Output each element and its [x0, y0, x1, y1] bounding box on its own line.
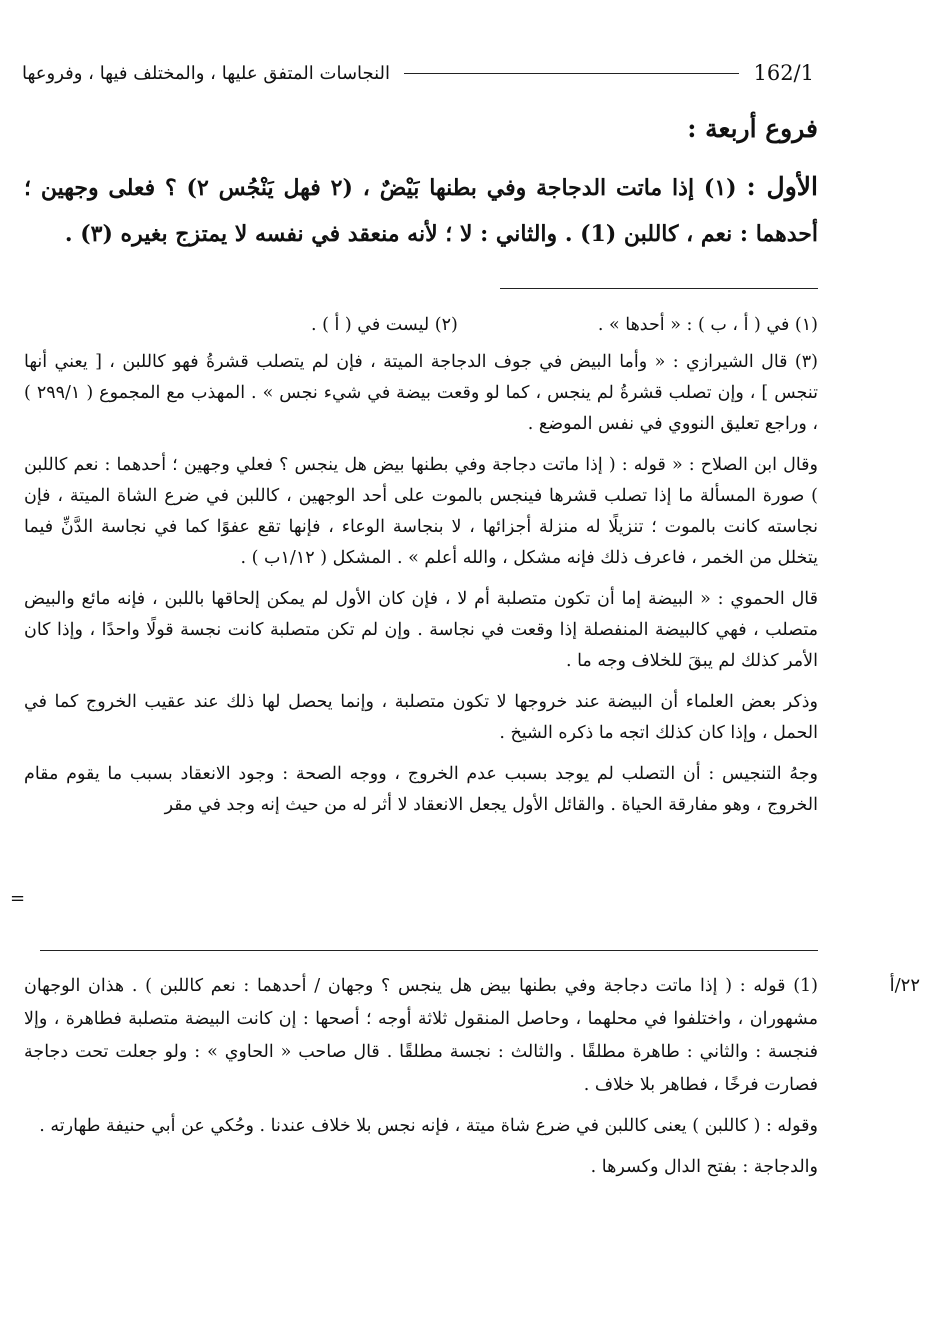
- main-lead: الأول :: [746, 172, 818, 201]
- running-header: [22, 58, 814, 88]
- manuscript-folio-ref: ٢٢/أ: [889, 975, 920, 996]
- commentary-paragraph: (1) قوله : ( إذا ماتت دجاجة وفي بطنها بيض هل ينجس ؟ وجهان / أحدهما : نعم كاللبن ) . هذان الوجهان مشهوران ، واختلفوا في محلهما ، وحاصل المنقول ثلاثة أوجه ؛ أصحها : إن كانت البيضة متصلبة فطاهرة ، وإلا فنجسة : والثاني : طاهرة مطلقًا . والثالث : نجسة مطلقًا . قال صاحب « الحاوي » : ولو جعلت تحت دجاجة فصارت فرخًا ، فطاهر بلا خلاف .: [24, 976, 818, 1095]
- main-text: [24, 164, 818, 257]
- footnote-paragraph: قال الحموي : « البيضة إما أن تكون متصلبة أم لا ، فإن كان الأول لم يمكن إلحاقها باللبن ، فإنه مائع والبيض متصلب ، فهي كالبيضة المنفصلة إذا وقعت في نجاسة . وإن لم تكن متصلبة كانت نجسة قولًا واحدًا ، وإذا كان الأمر كذلك لم يبقَ للخلاف وجه ما .: [24, 589, 818, 671]
- main-line-2: أحدهما : نعم ، كاللبن (1) . والثاني : لا ؛ لأنه منعقد في نفسه لا يمتزج بغيره (٣) .: [64, 221, 818, 247]
- footnote-paragraph: وقال ابن الصلاح : « قوله : ( إذا ماتت دجاجة وفي بطنها بيض هل ينجس ؟ فعلي وجهين ؛ أحدهما : نعم كاللبن ) صورة المسألة ما إذا تصلب قشرها فينجس بالموت على أحد الوجهين ، كاللبن في ضرع الشاة الميتة ، فإن نجاسته كانت بالموت ؛ تنزيلًا له منزلة أجزائها ، لا بنجاسة الوعاء ، فإنها تقع عفوًا كما في نجاسة الدَّنِّ فيما يتخلل من الخمر ، فاعرف ذلك فإنه مشكل ، والله أعلم » . المشكل ( ١/١٢ب ) .: [24, 455, 818, 568]
- page-number: 162/1: [753, 61, 814, 85]
- footnotes-bottom: [24, 970, 818, 1192]
- footnotes-top: [24, 310, 818, 831]
- header-rule: [404, 73, 739, 74]
- commentary-paragraph: والدجاجة : بفتح الدال وكسرها .: [590, 1157, 818, 1177]
- section-title: فروع أربعة :: [687, 114, 818, 143]
- commentary-paragraph: وقوله : ( كاللبن ) يعنى كاللبن في ضرع شاة ميتة ، فإنه نجس بلا خلاف عندنا . وحُكي عن أبي حنيفة طهارته .: [39, 1116, 818, 1136]
- footnote-paragraph: وذكر بعض العلماء أن البيضة عند خروجها لا تكون متصلبة ، وإنما يحصل لها ذلك عند عقيب الخروج كما في الحمل ، وإذا كان كذلك اتجه ما ذكره الشيخ .: [24, 692, 818, 743]
- footnote-row: [24, 310, 818, 341]
- footnote-1: (١) في ( أ ، ب ) : « أحدها » .: [597, 315, 818, 335]
- footnote-3: (٣) قال الشيرازي : « وأما البيض في جوف الدجاجة الميتة ، فإن لم يتصلب قشرةُ فهو كاللبن ، [ يعني أنها تنجس ] ، وإن تصلب قشرةُ لم ينجس ، كما لو وقعت بيضة في شيء نجس » . المهذب مع المجموع ( ٢٩٩/١ ) ، وراجع تعليق النووي في نفس الموضع .: [24, 352, 819, 434]
- footnote-separator: [500, 288, 818, 289]
- running-title: النجاسات المتفق عليها ، والمختلف فيها ، وفروعها: [22, 62, 391, 84]
- footnote-paragraph: وجهُ التنجيس : أن التصلب لم يوجد بسبب عدم الخروج ، ووجه الصحة : وجود الانعقاد بسبب ما يقوم مقام الخروج ، وهو مفارقة الحياة . والقائل الأول يجعل الانعقاد لا أثر له من حيث إنه وجد في مقر: [24, 764, 818, 815]
- footnote-2: (٢) ليست في ( أ ) .: [310, 315, 458, 335]
- continuation-mark: =: [10, 888, 26, 909]
- commentary-separator: [40, 950, 818, 951]
- main-line-1: (١) إذا ماتت الدجاجة وفي بطنها بَيْضٌ ، (٢ فهل يَنْجُس ٢) ؟ فعلى وجهين ؛: [24, 175, 737, 201]
